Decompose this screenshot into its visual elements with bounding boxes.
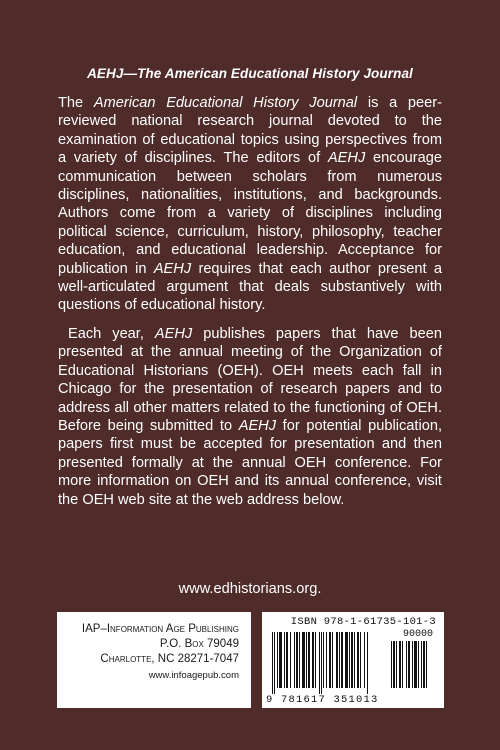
barcode-bar	[312, 632, 314, 688]
barcode-bar	[402, 641, 403, 688]
description-text	[58, 94, 442, 509]
barcode-bar	[326, 632, 327, 688]
barcode-bar	[332, 632, 333, 688]
barcode-bar	[349, 632, 350, 688]
publisher-po-box: P.O. Box 79049	[159, 638, 239, 650]
barcode-bar	[329, 632, 331, 688]
barcode-bar	[306, 632, 307, 688]
barcode-digits: 9 781617 351013	[266, 694, 379, 706]
barcode-bar	[277, 632, 278, 688]
publisher-box	[57, 612, 251, 708]
barcode-bar	[391, 641, 392, 688]
barcode-bar	[393, 641, 395, 688]
barcode-bar	[408, 641, 410, 688]
barcode-bar	[315, 632, 316, 688]
paragraph-1: The American Educational History Journal is a peer-reviewed national research journal devoted to the examination of educational topics using perspectives from a variety of disciplines. The editors of AEHJ encourage communication between scholars from numerous disciplines, nationalities, institutions, and backgrounds. Authors come from a variety of disciplines including political science, curriculum, history, philosophy, teacher education, and educational leadership. Acceptance for publication in AEHJ requires that each author present a well-articulated argument that deals substantively with questions of educational history.	[58, 95, 443, 314]
publisher-name: IAP–Information Age Publishing	[81, 623, 239, 635]
barcode-bar	[357, 632, 359, 688]
barcode-bar	[336, 632, 338, 688]
barcode-bar	[414, 641, 417, 688]
barcode-bar	[296, 632, 298, 688]
barcode-bar	[421, 641, 422, 688]
barcode-bar	[272, 632, 273, 694]
barcode-bar	[286, 632, 288, 688]
journal-heading: AEHJ—The American Educational History Journal	[87, 66, 413, 81]
barcode-bar	[294, 632, 295, 688]
barcode-bar	[299, 632, 300, 688]
isbn-label: ISBN 978-1-61735-101-3	[290, 616, 436, 628]
barcode-bar	[323, 632, 324, 688]
barcode-bar	[418, 641, 419, 688]
paragraph-2: Each year, AEHJ publishes papers that have been presented at the annual meeting of the Organization of Educational Historians (OEH). OEH meets each fall in Chicago for the presentation of research papers and to address all other matters related to the functioning of OEH. Before being submitted to AEHJ for potential publication, papers first must be accepted for presentation and then presented formally at the annual OEH conference. For more information on OEH and its annual conference, visit the OEH web site at the web address below.	[58, 325, 442, 508]
price-code: 90000	[402, 629, 433, 640]
barcode-bar	[302, 632, 305, 688]
barcode-bar	[284, 632, 285, 688]
barcode-bar	[279, 632, 282, 688]
addon-barcode-icon	[391, 641, 436, 694]
barcode-bar	[364, 632, 365, 688]
barcode-bar	[396, 641, 397, 688]
barcode-bar	[354, 632, 355, 688]
barcode-bar	[412, 641, 413, 688]
barcode-bar	[367, 632, 368, 694]
barcode-bar	[319, 632, 320, 694]
barcode-bar	[423, 641, 425, 688]
barcode-bar	[406, 641, 407, 688]
barcode-bar	[308, 632, 310, 688]
barcode-bar	[345, 632, 348, 688]
barcode-bar	[274, 632, 275, 694]
barcode-bar	[341, 632, 343, 688]
barcode-bar	[399, 641, 401, 688]
barcode-bar	[290, 632, 291, 688]
barcode-bar	[339, 632, 340, 688]
barcode-icon	[272, 632, 384, 694]
barcode-bar	[351, 632, 353, 688]
barcode-bar	[321, 632, 322, 694]
barcode-box	[262, 612, 444, 708]
website-url: www.edhistorians.org.	[178, 581, 322, 597]
barcode-bar	[360, 632, 361, 688]
publisher-city: Charlotte, NC 28271-7047	[100, 653, 239, 665]
publisher-website: www.infoagepub.com	[148, 670, 239, 681]
barcode-bar	[426, 641, 427, 688]
